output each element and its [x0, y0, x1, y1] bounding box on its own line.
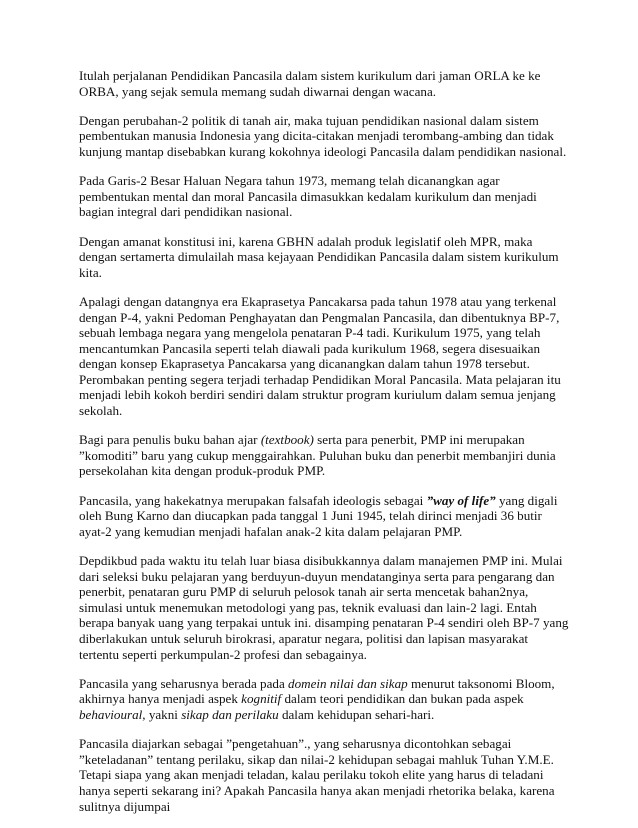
- bold-italic-text: ”way of life”: [426, 492, 496, 508]
- paragraph-text: menurut taksonomi Bloom, akhirnya hanya menjadi aspek: [79, 675, 555, 707]
- italic-text: sikap dan perilaku: [181, 706, 279, 722]
- paragraph-text: , yakni: [142, 706, 182, 722]
- paragraph-text: serta para penerbit, PMP ini merupakan ”komoditi” baru yang cukup menggairahkan. Puluhan buku dan penerbit membanjiri dunia persekolahan kita dengan produk-produk PMP.: [79, 432, 556, 479]
- paragraph-text: Pancasila, yang hakekatnya merupakan falsafah ideologis sebagai: [79, 492, 427, 508]
- document-page: [79, 68, 569, 828]
- paragraph-10: [79, 736, 569, 814]
- paragraph-2: [79, 113, 569, 160]
- italic-text: behavioural: [79, 706, 143, 722]
- paragraph-1: [79, 68, 569, 99]
- paragraph-text: yang digali oleh Bung Karno dan diucapkan pada tanggal 1 Juni 1945, telah dirinci menjadi 36 butir ayat-2 yang kemudian menjadi hafalan anak-2 kita dalam pelajaran PMP.: [79, 492, 558, 539]
- paragraph-9: [79, 676, 569, 723]
- paragraph-text: Itulah perjalanan Pendidikan Pancasila dalam sistem kurikulum dari jaman ORLA ke ke ORBA, yang sejak semula memang sudah diwarnai dengan wacana.: [79, 68, 541, 99]
- paragraph-text: Apalagi dengan datangnya era Ekaprasetya Pancakarsa pada tahun 1978 atau yang terkenal dengan P-4, yakni Pedoman Penghayatan dan Pengmalan Pancasila, dan dibentuknya BP-7, sebuah lembaga negara yang mengelola penataran P-4 tadi. Kurikulum 1975, yang telah mencantumkan Pancasila seperti telah diawali pada kurikulum 1968, segera disesuaikan dengan konsep Ekaprasetya Pancakarsa yang dicanangkan dalam tahun 1978 tersebut. Perombakan penting segera terjadi terhadap Pendidikan Moral Pancasila. Mata pelajaran itu menjadi lebih kokoh berdiri sendiri dalam struktur program kuriulum dalam semua jenjang sekolah.: [79, 293, 561, 419]
- paragraph-3: [79, 173, 569, 220]
- paragraph-text: Bagi para penulis buku bahan ajar: [79, 432, 261, 448]
- italic-text: kognitif: [241, 691, 282, 707]
- paragraph-text: Depdikbud pada waktu itu telah luar biasa disibukkannya dalam manajemen PMP ini. Mulai dari seleksi buku pelajaran yang berduyun-duyun mendatanginya serta para pengarang dan penerbit, penataran guru PMP di seluruh pelosok tanah air serta mencetak bahan2nya, simulasi untuk menemukan metodologi yang pas, teknik evaluasi dan lain-2 lagi. Entah berapa banyak uang yang terpakai untuk ini. disamping penataran P-4 sendiri oleh BP-7 yang diberlakukan untuk seluruh birokrasi, aparatur negara, politisi dan lapisan masyarakat tertentu seperti perkumpulan-2 profesi dan sebagainya.: [79, 553, 569, 662]
- paragraph-text: dalam kehidupan sehari-hari.: [278, 706, 435, 722]
- paragraph-text: Dengan perubahan-2 politik di tanah air, maka tujuan pendidikan nasional dalam sistem pembentukan manusia Indonesia yang dicita-citakan menjadi terombang-ambing dan tidak kunjung mantap disebabkan kurang kokohnya ideologi Pancasila dalam pendidikan nasional.: [79, 112, 567, 159]
- paragraph-5: [79, 294, 569, 419]
- paragraph-text: dalam teori pendidikan dan bukan pada aspek: [281, 691, 524, 707]
- paragraph-6: [79, 432, 569, 479]
- paragraph-text: Pancasila diajarkan sebagai ”pengetahuan”., yang seharusnya dicontohkan sebagai ”keteladanan” tentang perilaku, sikap dan nilai-2 kehidupan sebagai mahluk Tuhan Y.M.E. Tetapi siapa yang akan menjadi teladan, kalau perilaku tokoh elite yang harus di teladani hanya seperti sekarang ini? Apakah Pancasila hanya akan menjadi rhetorika belaka, karena sulitnya dijumpai: [79, 736, 555, 814]
- paragraph-7: [79, 493, 569, 540]
- paragraph-4: [79, 234, 569, 281]
- paragraph-text: Pada Garis-2 Besar Haluan Negara tahun 1973, memang telah dicanangkan agar pembentukan mental dan moral Pancasila dimasukkan kedalam kurikulum dan menjadi bagian integral dari pendidikan nasional.: [79, 173, 537, 220]
- paragraph-8: [79, 553, 569, 662]
- paragraph-text: Pancasila yang seharusnya berada pada: [79, 675, 289, 691]
- italic-text: domein nilai dan sikap: [288, 675, 408, 691]
- italic-text: (textbook): [260, 432, 314, 448]
- paragraph-text: Dengan amanat konstitusi ini, karena GBHN adalah produk legislatif oleh MPR, maka dengan sertamerta dimulailah masa kejayaan Pendidikan Pancasila dalam sistem kurikulum kita.: [79, 233, 559, 280]
